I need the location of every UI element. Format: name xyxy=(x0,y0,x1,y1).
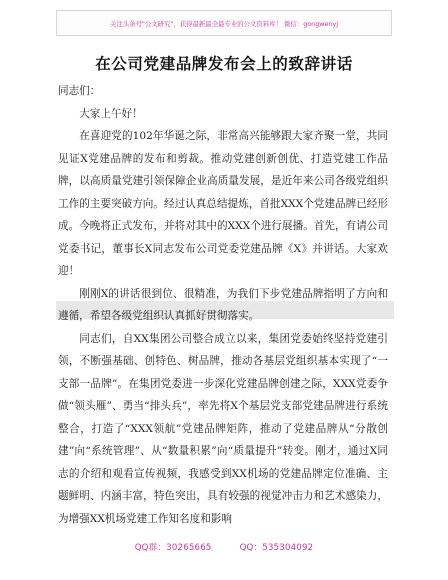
paragraph-1: 在喜迎党的102年华诞之际，非常高兴能够跟大家齐聚一堂，共同见证X党建品牌的发布和剪裁。推动党建创新创优、打造党建工作品牌，以高质量党建引领保障企业高质量发展，是近年来公司各级党组织工作的主要突破方向。经过认真总结提炼，首批XXX个党建品牌已经形成。今晚将正式发布，并将对其中的XXX个进行展播。首先，有请公司党委书记，董事长X同志发布公司党委党建品牌《X》并讲话。大家欢迎！ xyxy=(58,130,388,277)
footer-qq: QQ：535304092 xyxy=(239,543,314,553)
greeting: 大家上午好！ xyxy=(79,107,143,120)
document-body xyxy=(58,80,388,530)
top-banner xyxy=(56,10,392,36)
paragraph-3: 同志们，自XX集团公司整合成立以来，集团党委始终坚持党建引领，不断强基础、创特色、树品牌，推动各基层党组织基本实现了“一支部一品牌”。在集团党委进一步深化党建品牌创建之际，XXX党委争做“领头雁”、勇当“排头兵”，率先将X个基层党支部党建品牌进行系统整合，打造了“XXX领航”党建品牌矩阵，推动了党建品牌从“分散创建”向“系统管理”、从“数量积累”向“质量提升”转变。刚才，通过X同志的介绍和观看宣传视频，我感受到XX机场的党建品牌定位准确、主题鲜明、内涵丰富，特色突出，具有较强的视觉冲击力和艺术感染力，为增强XX机场党建工作知名度和影响 xyxy=(58,332,388,525)
footer xyxy=(0,541,448,553)
footer-qq-group: QQ群：30265665 xyxy=(134,543,212,553)
salutation: 同志们： xyxy=(58,85,101,97)
page-title: 在公司党建品牌发布会上的致辞讲话 xyxy=(95,55,353,73)
paragraph-2: 刚刚X的讲话很到位、很精准，为我们下步党建品牌指明了方向和遵循，希望各级党组织认真抓好贯彻落实。 xyxy=(58,287,388,322)
banner-text: 关注头条号"公文研究"，获得最新最全最专业的公文资料库！ 微信：gongwenyj xyxy=(109,19,339,28)
